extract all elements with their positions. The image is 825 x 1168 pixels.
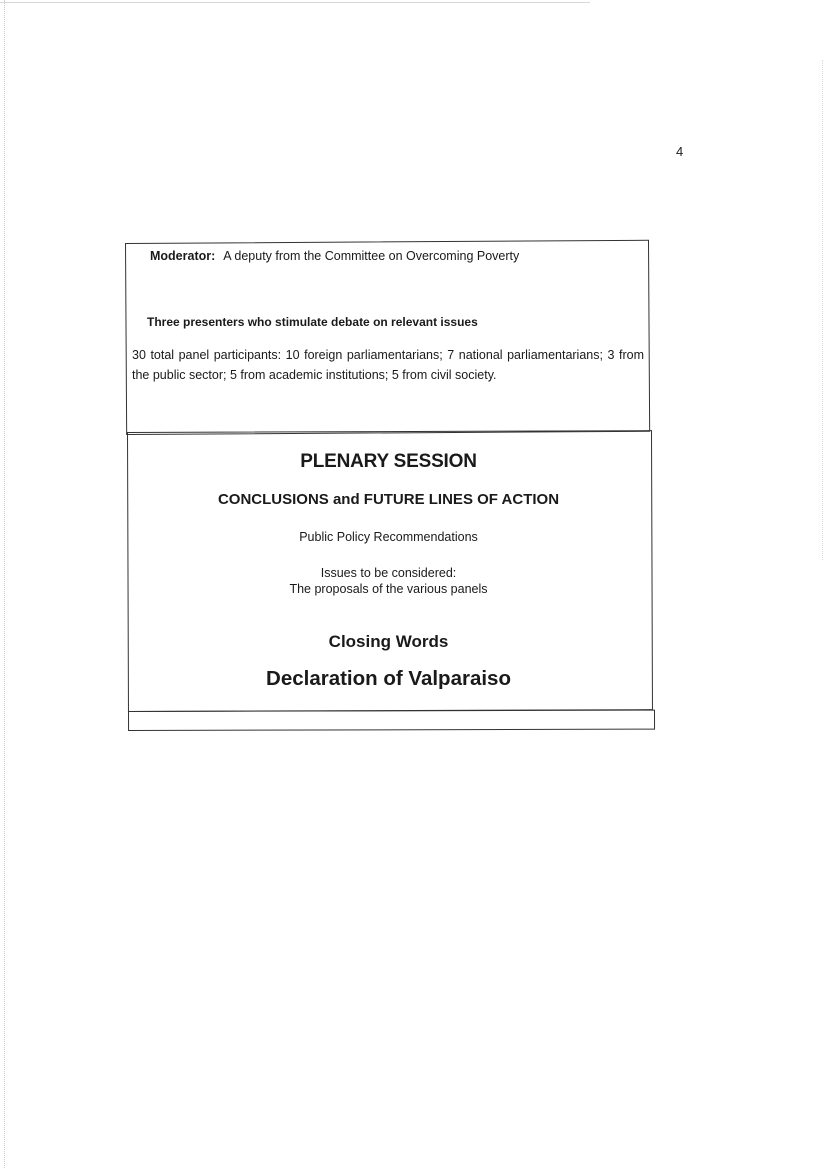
page-number: 4 <box>676 144 684 159</box>
page-edge-top <box>0 2 590 3</box>
presenters-line: Three presenters who stimulate debate on relevant issues <box>147 315 478 329</box>
closing-words: Closing Words <box>328 632 449 651</box>
recommendations-line: Public Policy Recommendations <box>299 530 478 544</box>
empty-row-box <box>128 710 655 731</box>
moderator-label: Moderator: <box>150 249 216 263</box>
participants-paragraph: 30 total panel participants: 10 foreign parliamentarians; 7 national parliamentarians; 3 from the public sector; 5 from academic institutions; 5 from civil society. <box>132 348 644 382</box>
page-edge-right <box>822 60 823 560</box>
declaration-title: Declaration of Valparaiso <box>266 667 511 690</box>
page-edge-left <box>4 0 5 1168</box>
panel-box <box>125 240 650 435</box>
moderator-text: A deputy from the Committee on Overcoming Poverty <box>223 249 520 263</box>
plenary-title: PLENARY SESSION <box>300 451 477 472</box>
issues-text: The proposals of the various panels <box>289 582 488 596</box>
plenary-subtitle: CONCLUSIONS and FUTURE LINES OF ACTION <box>217 491 560 508</box>
issues-label: Issues to be considered: <box>320 566 457 580</box>
moderator-line <box>150 249 519 263</box>
